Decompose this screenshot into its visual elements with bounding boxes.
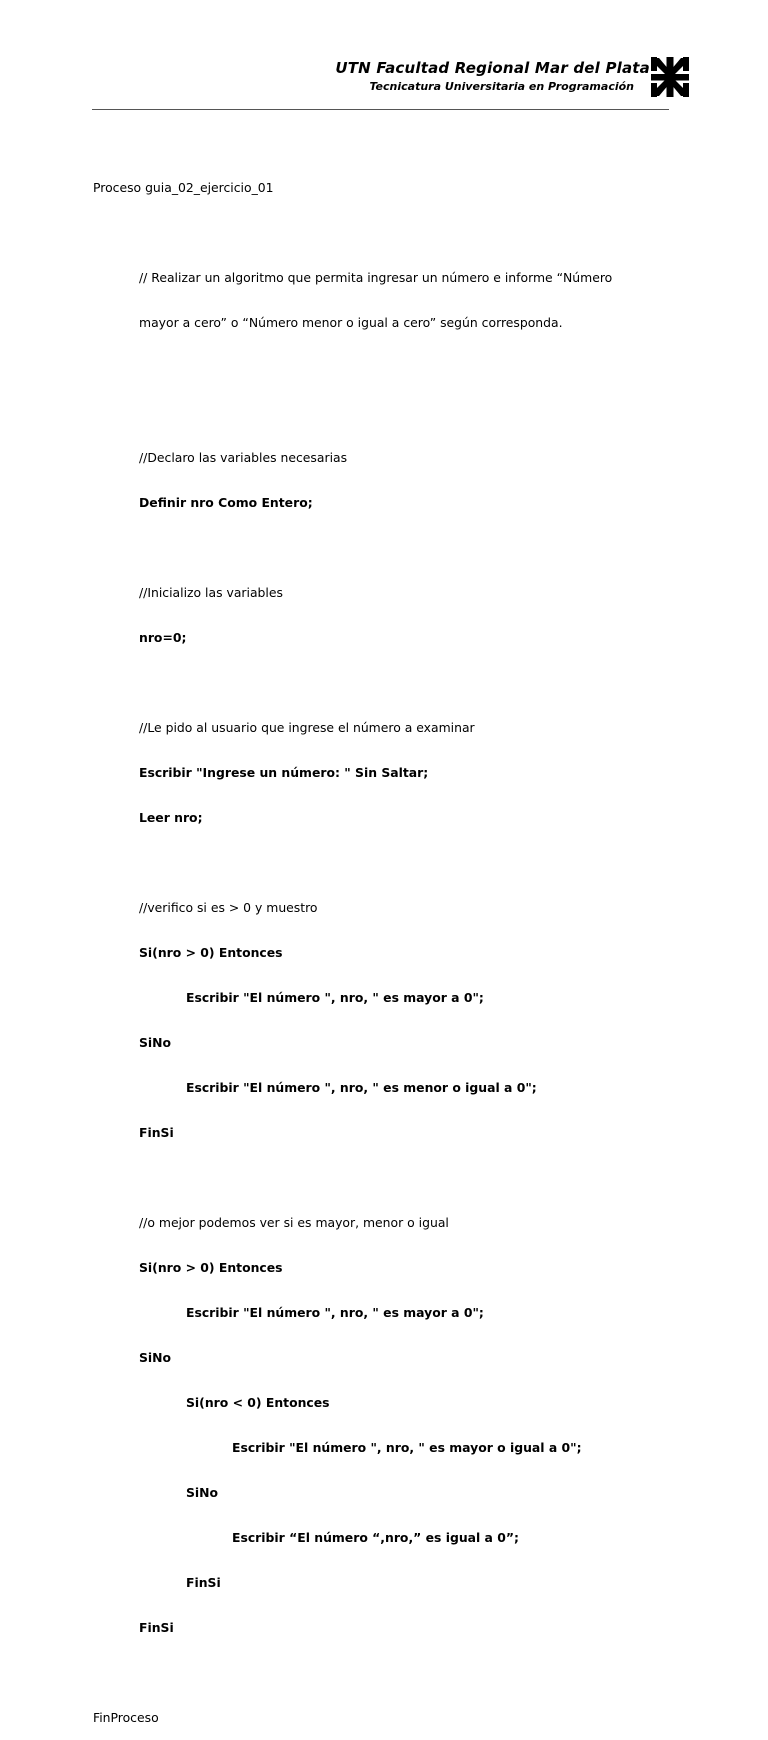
comment-task-line-1: // Realizar un algoritmo que permita ingresar un número e informe “Número bbox=[139, 270, 613, 285]
document-header-subtitle: Tecnicatura Universitaria en Programación bbox=[369, 80, 634, 93]
code-define: Definir nro Como Entero; bbox=[139, 495, 313, 510]
block2-if: Si(nro > 0) Entonces bbox=[139, 1260, 283, 1275]
block2-end: FinSi bbox=[139, 1620, 174, 1635]
block2-inner-else: SiNo bbox=[186, 1485, 219, 1500]
block1-end: FinSi bbox=[139, 1125, 174, 1140]
code-init: nro=0; bbox=[139, 630, 187, 645]
comment-better: //o mejor podemos ver si es mayor, menor o igual bbox=[139, 1215, 449, 1230]
block1-else-write: Escribir "El número ", nro, " es menor o igual a 0"; bbox=[186, 1080, 537, 1095]
comment-task-line-2: mayor a cero” o “Número menor o igual a cero” según corresponda. bbox=[139, 315, 563, 330]
code-read: Leer nro; bbox=[139, 810, 203, 825]
comment-init: //Inicializo las variables bbox=[139, 585, 283, 600]
document-header-title: UTN Facultad Regional Mar del Plata bbox=[335, 59, 650, 77]
header-divider bbox=[92, 109, 669, 110]
process-end: FinProceso bbox=[93, 1710, 159, 1725]
block2-inner-then-write: Escribir "El número ", nro, " es mayor o igual a 0"; bbox=[232, 1440, 582, 1455]
block1-if: Si(nro > 0) Entonces bbox=[139, 945, 283, 960]
process-start: Proceso guia_02_ejercicio_01 bbox=[93, 180, 274, 195]
pseudocode-document bbox=[93, 150, 612, 1740]
block2-inner-end: FinSi bbox=[186, 1575, 221, 1590]
code-write-prompt: Escribir "Ingrese un número: " Sin Saltar; bbox=[139, 765, 429, 780]
utn-logo-icon bbox=[651, 57, 689, 97]
block1-then-write: Escribir "El número ", nro, " es mayor a 0"; bbox=[186, 990, 484, 1005]
block1-else: SiNo bbox=[139, 1035, 172, 1050]
block2-then-write: Escribir "El número ", nro, " es mayor a 0"; bbox=[186, 1305, 484, 1320]
block2-else: SiNo bbox=[139, 1350, 172, 1365]
comment-ask: //Le pido al usuario que ingrese el número a examinar bbox=[139, 720, 475, 735]
block2-inner-else-write: Escribir “El número “,nro,” es igual a 0”; bbox=[232, 1530, 519, 1545]
comment-verify: //verifico si es > 0 y muestro bbox=[139, 900, 318, 915]
comment-declare: //Declaro las variables necesarias bbox=[139, 450, 348, 465]
block2-inner-if: Si(nro < 0) Entonces bbox=[186, 1395, 330, 1410]
